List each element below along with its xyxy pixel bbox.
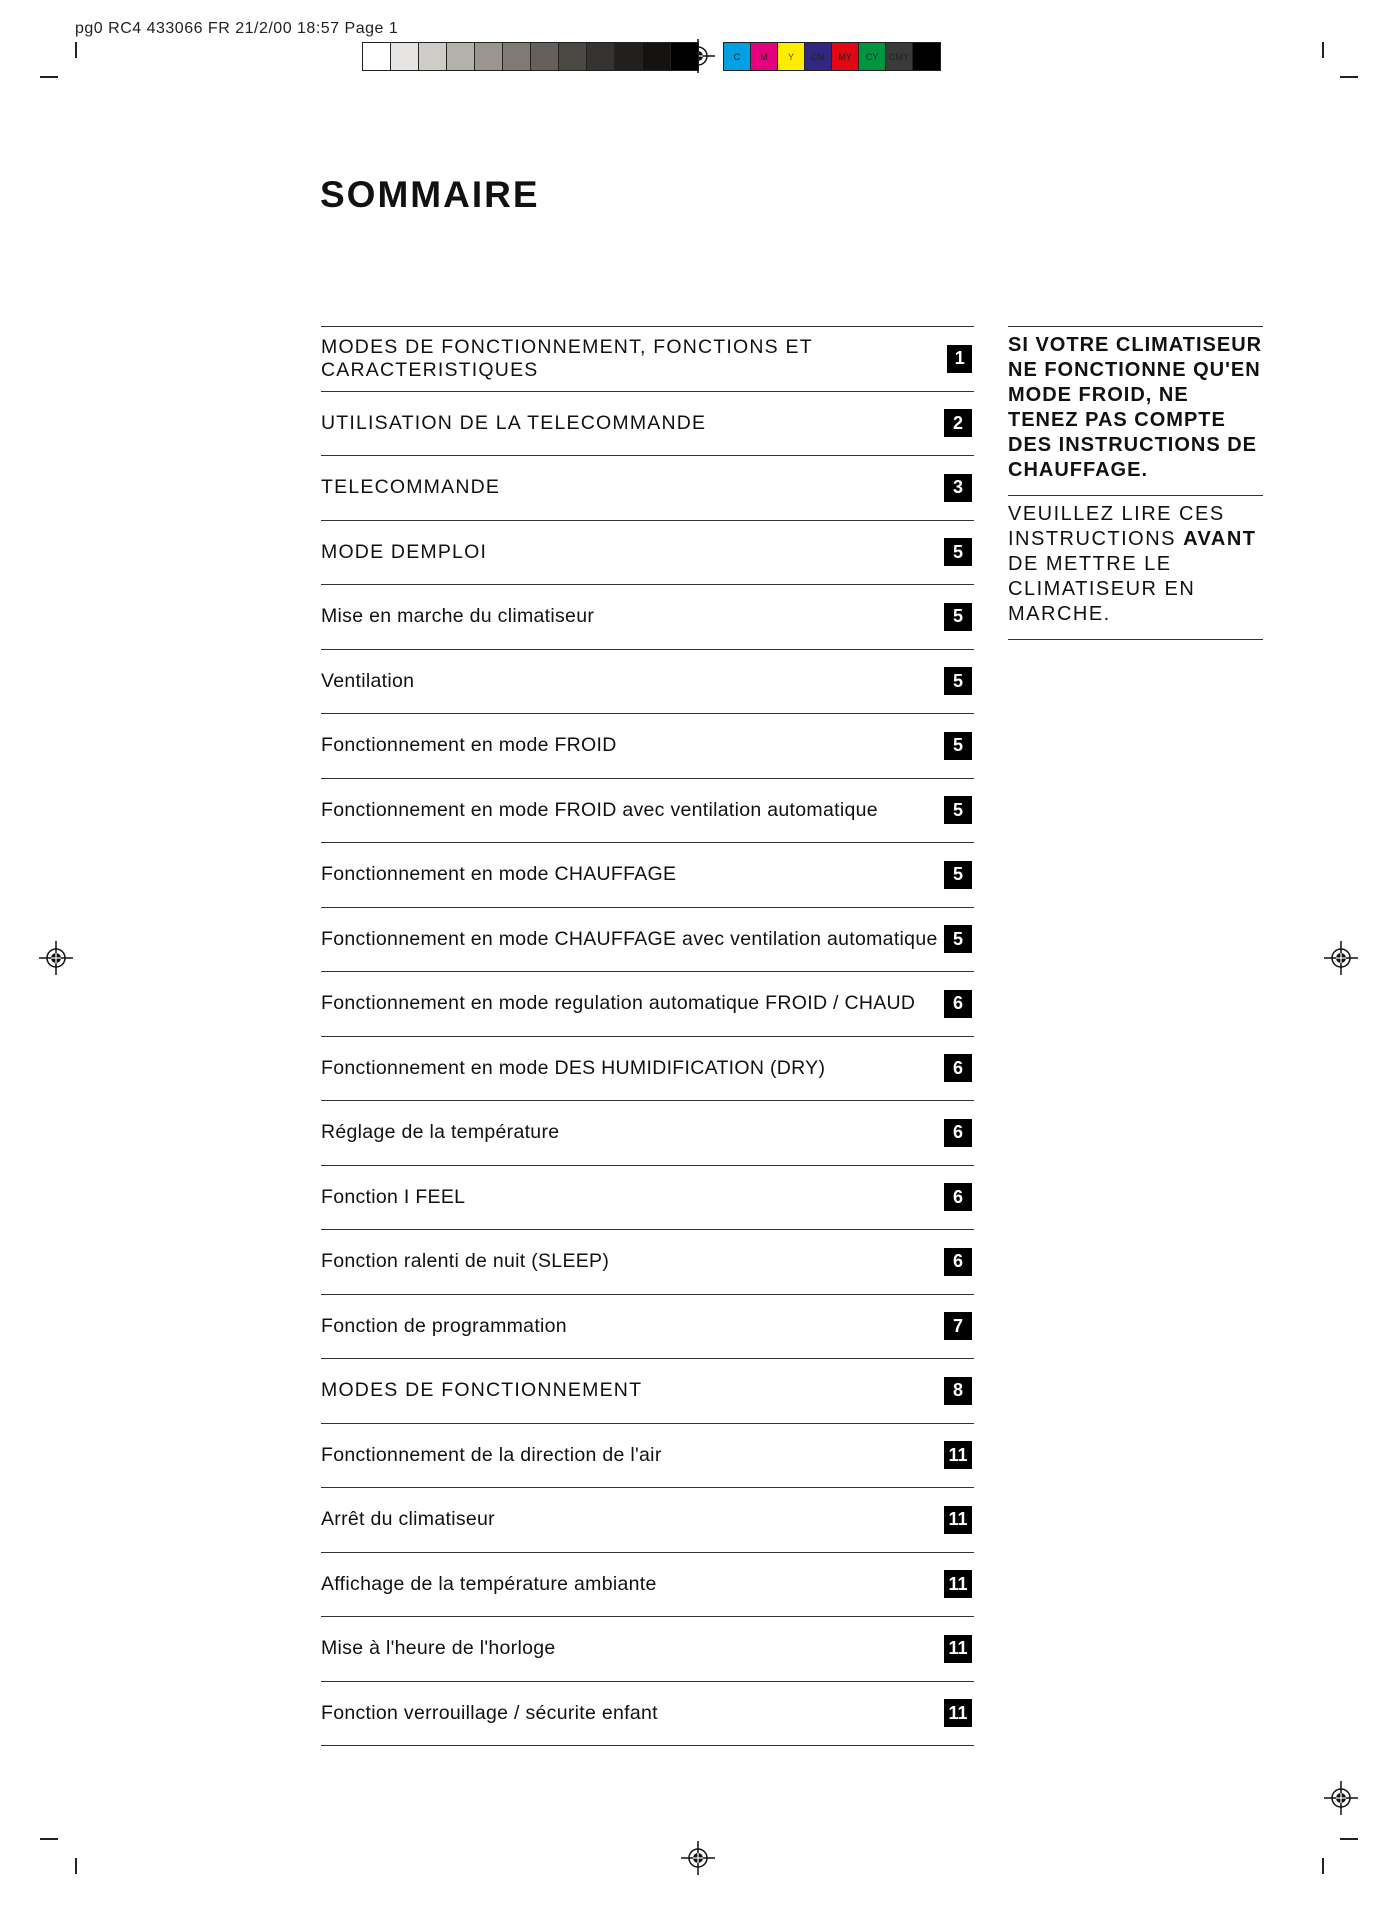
- toc-row[interactable]: [321, 1101, 974, 1166]
- crop-mark-top-left-vertical: [75, 42, 77, 58]
- crop-mark-bottom-right-horizontal: [1340, 1838, 1358, 1840]
- color-patch: CM: [805, 43, 832, 70]
- toc-entry-label: Arrêt du climatiseur: [321, 1508, 495, 1531]
- toc-row[interactable]: [321, 1230, 974, 1295]
- toc-row[interactable]: [321, 972, 974, 1037]
- toc-entry-label: Fonction de programmation: [321, 1314, 567, 1337]
- toc-page-number: 5: [944, 861, 972, 889]
- color-patch: M: [751, 43, 778, 70]
- toc-page-number: 5: [944, 667, 972, 695]
- color-patch: MY: [832, 43, 859, 70]
- color-patch: CMY: [886, 43, 913, 70]
- color-calibration-bar: [723, 42, 941, 71]
- table-of-contents: [321, 326, 974, 1746]
- toc-row[interactable]: [321, 1166, 974, 1231]
- crop-mark-top-left-horizontal: [40, 76, 58, 78]
- toc-row[interactable]: [321, 1488, 974, 1553]
- grayscale-calibration-bar: [362, 42, 699, 71]
- crop-mark-top-right-vertical: [1322, 42, 1324, 58]
- toc-entry-label: MODE DEMPLOI: [321, 540, 488, 563]
- color-patch: [913, 43, 940, 70]
- registration-mark-icon: [1324, 941, 1358, 975]
- toc-entry-label: Fonctionnement en mode CHAUFFAGE: [321, 863, 677, 886]
- toc-page-number: 3: [944, 474, 972, 502]
- read-instructions-block: [1008, 495, 1263, 640]
- toc-row[interactable]: [321, 392, 974, 457]
- print-slug: pg0 RC4 433066 FR 21/2/00 18:57 Page 1: [75, 20, 399, 37]
- toc-entry-label: UTILISATION DE LA TELECOMMANDE: [321, 411, 707, 434]
- toc-entry-label: Fonction verrouillage / sécurite enfant: [321, 1701, 658, 1724]
- gray-patch: [447, 43, 475, 70]
- crop-mark-top-right-horizontal: [1340, 76, 1358, 78]
- heating-warning-block: [1008, 326, 1263, 495]
- toc-page-number: 6: [944, 1119, 972, 1147]
- toc-page-number: 2: [944, 409, 972, 437]
- color-patch: C: [724, 43, 751, 70]
- toc-row[interactable]: [321, 521, 974, 586]
- toc-entry-label: Réglage de la température: [321, 1121, 560, 1144]
- toc-page-number: 5: [944, 796, 972, 824]
- toc-row[interactable]: [321, 1359, 974, 1424]
- toc-row[interactable]: [321, 1424, 974, 1489]
- registration-mark-icon: [681, 1841, 715, 1875]
- toc-row[interactable]: [321, 714, 974, 779]
- page-title: SOMMAIRE: [320, 174, 540, 215]
- toc-entry-label: Fonctionnement en mode CHAUFFAGE avec ventilation automatique: [321, 927, 938, 950]
- gray-patch: [363, 43, 391, 70]
- instruction-emphasis: AVANT: [1183, 528, 1257, 550]
- toc-page-number: 1: [947, 345, 972, 373]
- toc-page-number: 11: [944, 1441, 972, 1469]
- toc-page-number: 11: [944, 1699, 972, 1727]
- toc-entry-label: Mise à l'heure de l'horloge: [321, 1637, 556, 1660]
- notice-panel: [1008, 326, 1263, 640]
- gray-patch: [391, 43, 419, 70]
- read-instructions-text: [1008, 502, 1263, 627]
- toc-entry-label: Fonctionnement en mode FROID avec ventilation automatique: [321, 798, 878, 821]
- gray-patch: [419, 43, 447, 70]
- gray-patch: [615, 43, 643, 70]
- toc-page-number: 11: [944, 1506, 972, 1534]
- gray-patch: [531, 43, 559, 70]
- toc-page-number: 7: [944, 1312, 972, 1340]
- instruction-part-1: VEUILLEZ LIRE CES INSTRUCTIONS: [1008, 503, 1225, 550]
- toc-page-number: 5: [944, 538, 972, 566]
- toc-entry-label: Fonctionnement en mode regulation automatique FROID / CHAUD: [321, 992, 916, 1015]
- toc-row[interactable]: [321, 585, 974, 650]
- toc-entry-label: MODES DE FONCTIONNEMENT: [321, 1379, 643, 1402]
- toc-page-number: 5: [944, 925, 972, 953]
- toc-row[interactable]: [321, 1295, 974, 1360]
- toc-row[interactable]: [321, 1682, 974, 1747]
- toc-entry-label: Fonctionnement en mode DES HUMIDIFICATION (DRY): [321, 1056, 826, 1079]
- toc-entry-label: Fonctionnement en mode FROID: [321, 734, 617, 757]
- toc-page-number: 6: [944, 1248, 972, 1276]
- crop-mark-bottom-left-horizontal: [40, 1838, 58, 1840]
- toc-entry-label: Ventilation: [321, 669, 415, 692]
- toc-page-number: 6: [944, 990, 972, 1018]
- toc-row[interactable]: [321, 779, 974, 844]
- toc-row[interactable]: [321, 650, 974, 715]
- toc-row[interactable]: [321, 843, 974, 908]
- toc-entry-label: Fonctionnement de la direction de l'air: [321, 1443, 662, 1466]
- gray-patch: [643, 43, 671, 70]
- crop-mark-bottom-left-vertical: [75, 1858, 77, 1874]
- toc-page-number: 6: [944, 1054, 972, 1082]
- toc-row[interactable]: [321, 1617, 974, 1682]
- gray-patch: [671, 43, 698, 70]
- gray-patch: [559, 43, 587, 70]
- toc-row[interactable]: [321, 908, 974, 973]
- toc-page-number: 5: [944, 732, 972, 760]
- toc-row[interactable]: [321, 1553, 974, 1618]
- toc-page-number: 8: [944, 1377, 972, 1405]
- toc-page-number: 6: [944, 1183, 972, 1211]
- color-patch: CY: [859, 43, 886, 70]
- toc-page-number: 5: [944, 603, 972, 631]
- crop-mark-bottom-right-vertical: [1322, 1858, 1324, 1874]
- toc-page-number: 11: [944, 1570, 972, 1598]
- toc-entry-label: Mise en marche du climatiseur: [321, 605, 595, 628]
- toc-page-number: 11: [944, 1635, 972, 1663]
- heating-warning-text: SI VOTRE CLIMATISEUR NE FONCTIONNE QU'EN MODE FROID, NE TENEZ PAS COMPTE DES INSTRUCTIONS DE CHAUFFAGE.: [1008, 334, 1263, 481]
- toc-entry-label: Affichage de la température ambiante: [321, 1572, 657, 1595]
- toc-entry-label: Fonction ralenti de nuit (SLEEP): [321, 1250, 610, 1273]
- instruction-part-2: DE METTRE LE CLIMATISEUR EN MARCHE.: [1008, 553, 1196, 625]
- gray-patch: [475, 43, 503, 70]
- toc-row[interactable]: [321, 1037, 974, 1102]
- gray-patch: [503, 43, 531, 70]
- toc-row[interactable]: [321, 327, 974, 392]
- toc-entry-label: Fonction I FEEL: [321, 1185, 466, 1208]
- gray-patch: [587, 43, 615, 70]
- toc-row[interactable]: [321, 456, 974, 521]
- toc-entry-label: TELECOMMANDE: [321, 476, 501, 499]
- registration-mark-icon: [1324, 1781, 1358, 1815]
- toc-entry-label: MODES DE FONCTIONNEMENT, FONCTIONS ET CARACTERISTIQUES: [321, 335, 813, 381]
- color-patch: Y: [778, 43, 805, 70]
- registration-mark-icon: [39, 941, 73, 975]
